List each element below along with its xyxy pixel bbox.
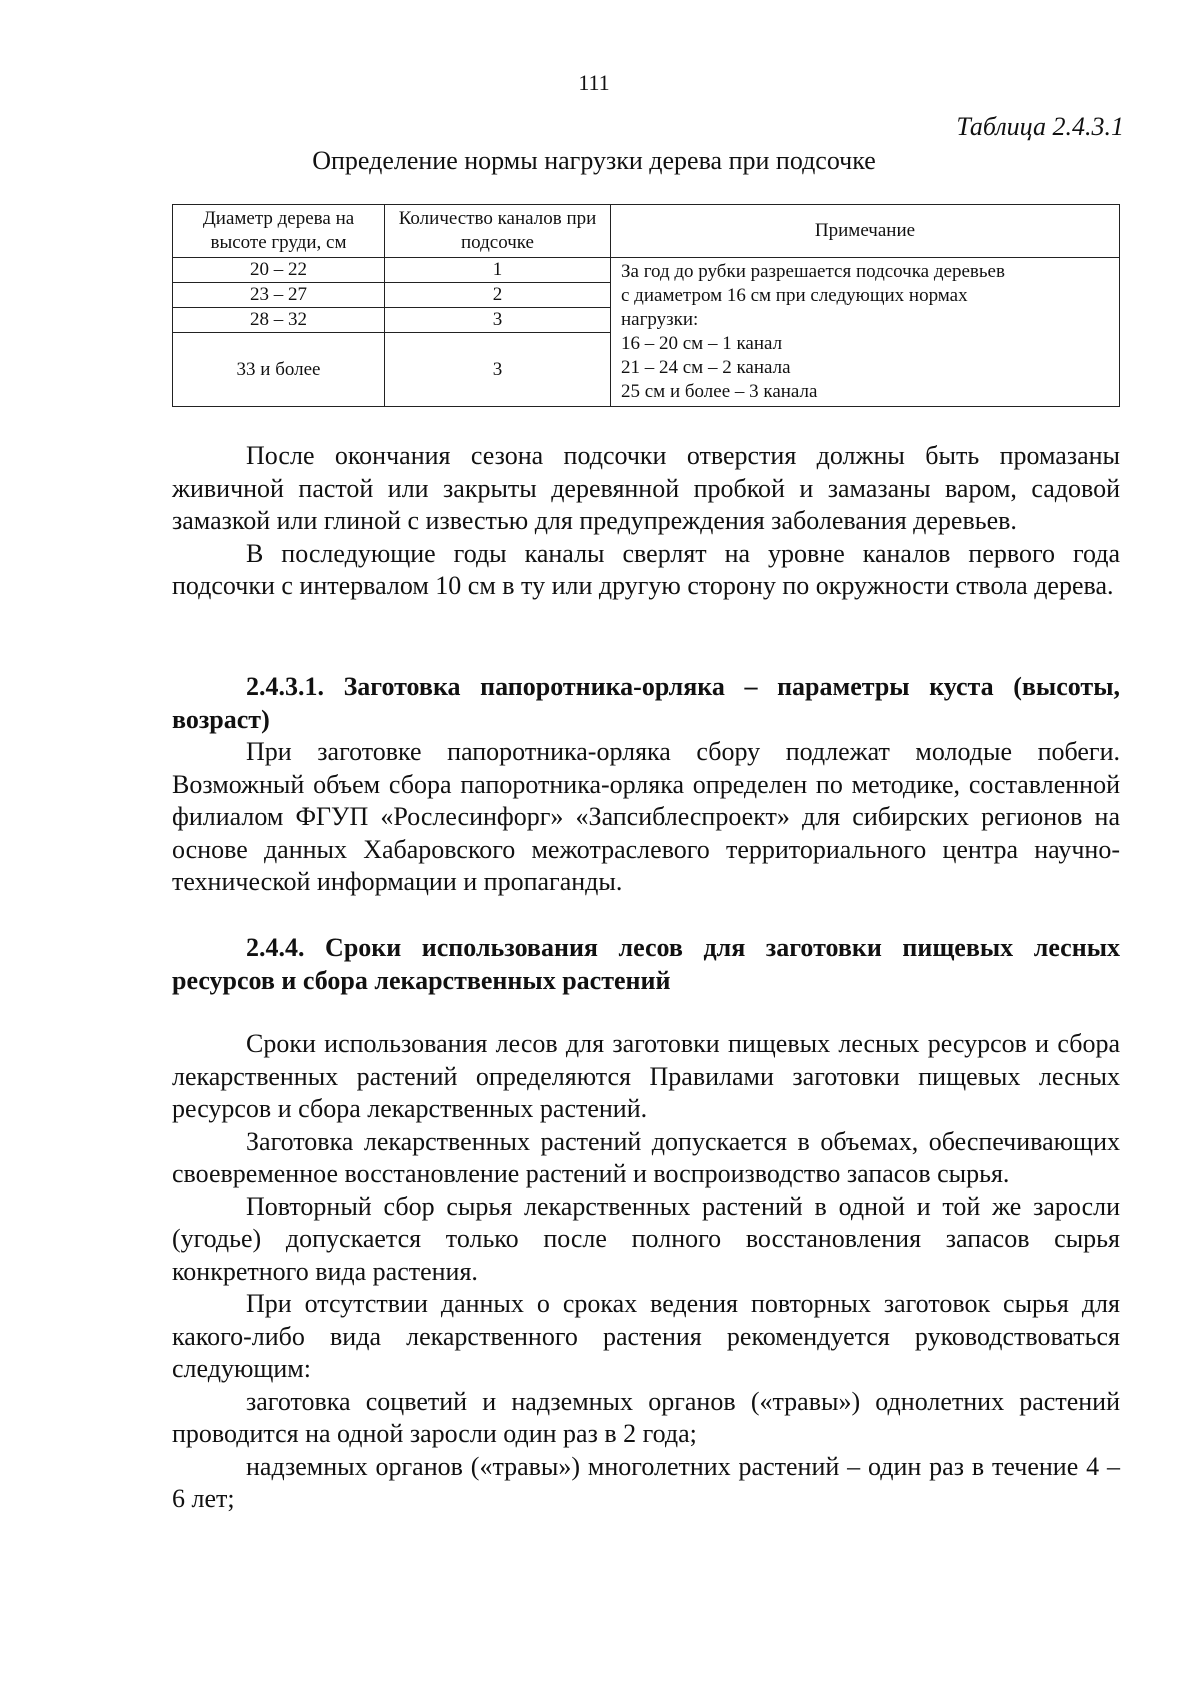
paragraph: Заготовка лекарственных растений допускается в объемах, обеспечивающих своевременное восстановление растений и воспроизводство запасов сырья. xyxy=(172,1126,1120,1188)
section-heading: 2.4.3.1. Заготовка папоротника-орляка – параметры куста (высоты, возраст) xyxy=(172,672,1120,734)
paragraph: В последующие годы каналы сверлят на уровне каналов первого года подсочки с интервалом 10 см в ту или другую сторону по окружности ствола дерева. xyxy=(172,538,1120,600)
header-channels: Количество каналов при подсочке xyxy=(385,205,611,258)
cell-channels: 3 xyxy=(385,333,611,407)
note-line: 16 – 20 см – 1 канал xyxy=(621,333,783,354)
post-tapping-text xyxy=(172,440,1120,603)
cell-channels: 3 xyxy=(385,308,611,333)
header-note: Примечание xyxy=(611,205,1120,258)
paragraph: После окончания сезона подсочки отверстия должны быть промазаны живичной пастой или закрыты деревянной пробкой и замазаны варом, садовой замазкой или глиной с известью для предупреждения заболевания деревьев. xyxy=(172,441,1120,535)
paragraph: При отсутствии данных о сроках ведения повторных заготовок сырья для какого-либо вида лекарственного растения рекомендуется руководствоваться следующим: xyxy=(172,1289,1120,1383)
cell-diameter: 33 и более xyxy=(173,333,385,407)
paragraph: Повторный сбор сырья лекарственных растений в одной и той же заросли (угодье) допускается только после полного восстановления запасов сырья конкретного вида растения. xyxy=(172,1191,1120,1286)
note-line: с диаметром 16 см при следующих нормах xyxy=(621,285,968,306)
cell-note xyxy=(611,258,1120,407)
cell-channels: 1 xyxy=(385,258,611,283)
cell-diameter: 28 – 32 xyxy=(173,308,385,333)
table-row xyxy=(173,258,1120,283)
section-heading: 2.4.4. Сроки использования лесов для заготовки пищевых лесных ресурсов и сбора лекарственных растений xyxy=(172,933,1120,995)
table-title: Определение нормы нагрузки дерева при подсочке xyxy=(312,146,876,175)
table-label: Таблица 2.4.3.1 xyxy=(956,112,1124,141)
section-2-4-4-body xyxy=(172,1028,1120,1516)
table-header-row xyxy=(173,205,1120,258)
note-line: 25 см и более – 3 канала xyxy=(621,381,818,402)
note-line: За год до рубки разрешается подсочка деревьев xyxy=(621,261,1005,282)
paragraph: надземных органов («травы») многолетних растений – один раз в течение 4 – 6 лет; xyxy=(172,1451,1120,1513)
paragraph: При заготовке папоротника-орляка сбору подлежат молодые побеги. Возможный объем сбора папоротника-орляка определен по методике, составленной филиалом ФГУП «Рослесинфорг» «Запсиблеспроект» для сибирских регионов на основе данных Хабаровского межотраслевого территориального центра научно-технической информации и пропаганды. xyxy=(172,737,1120,896)
section-2-4-4 xyxy=(172,932,1120,997)
section-2-4-3-1 xyxy=(172,671,1120,899)
page-number: 111 xyxy=(578,70,610,95)
tapping-load-table xyxy=(172,204,1120,407)
note-line: нагрузки: xyxy=(621,309,699,330)
paragraph: Сроки использования лесов для заготовки пищевых лесных ресурсов и сбора лекарственных растений определяются Правилами заготовки пищевых лесных ресурсов и сбора лекарственных растений. xyxy=(172,1029,1120,1123)
cell-diameter: 20 – 22 xyxy=(173,258,385,283)
paragraph: заготовка соцветий и надземных органов («травы») однолетних растений проводится на одной заросли один раз в 2 года; xyxy=(172,1386,1120,1448)
cell-diameter: 23 – 27 xyxy=(173,283,385,308)
note-line: 21 – 24 см – 2 канала xyxy=(621,357,791,378)
cell-channels: 2 xyxy=(385,283,611,308)
header-diameter: Диаметр дерева на высоте груди, см xyxy=(173,205,385,258)
